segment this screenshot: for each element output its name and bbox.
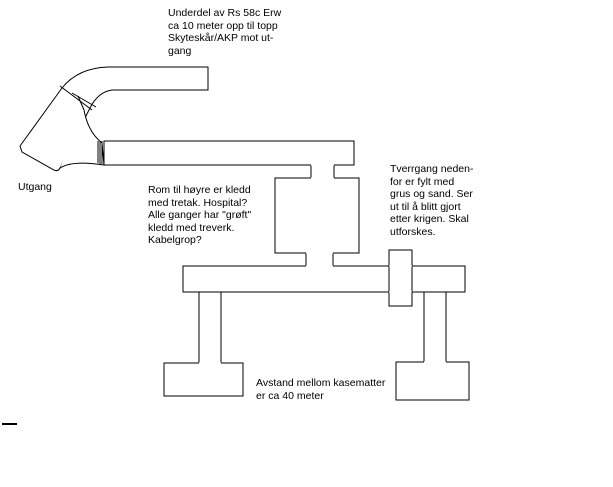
room-annotation: Rom til høyre er kledd med tretak. Hospital? Alle ganger har "grøft" kledd med treverk. Kabelgrop? bbox=[148, 184, 252, 247]
exit-label: Utgang bbox=[18, 181, 52, 193]
top-annotation: Underdel av Rs 58c Erw ca 10 meter opp til topp Skyteskår/AKP mot ut- gang bbox=[168, 7, 282, 57]
distance-annotation: Avstand mellom kasematter er ca 40 meter bbox=[256, 377, 386, 402]
left-casemate bbox=[164, 292, 243, 396]
crosspassage-annotation: Tverrgang neden- for er fylt med grus og sand. Ser ut til å blitt gjort etter krigen. Skal utforskes. bbox=[390, 163, 474, 238]
right-casemate bbox=[396, 292, 469, 400]
upper-corridor bbox=[104, 141, 354, 165]
